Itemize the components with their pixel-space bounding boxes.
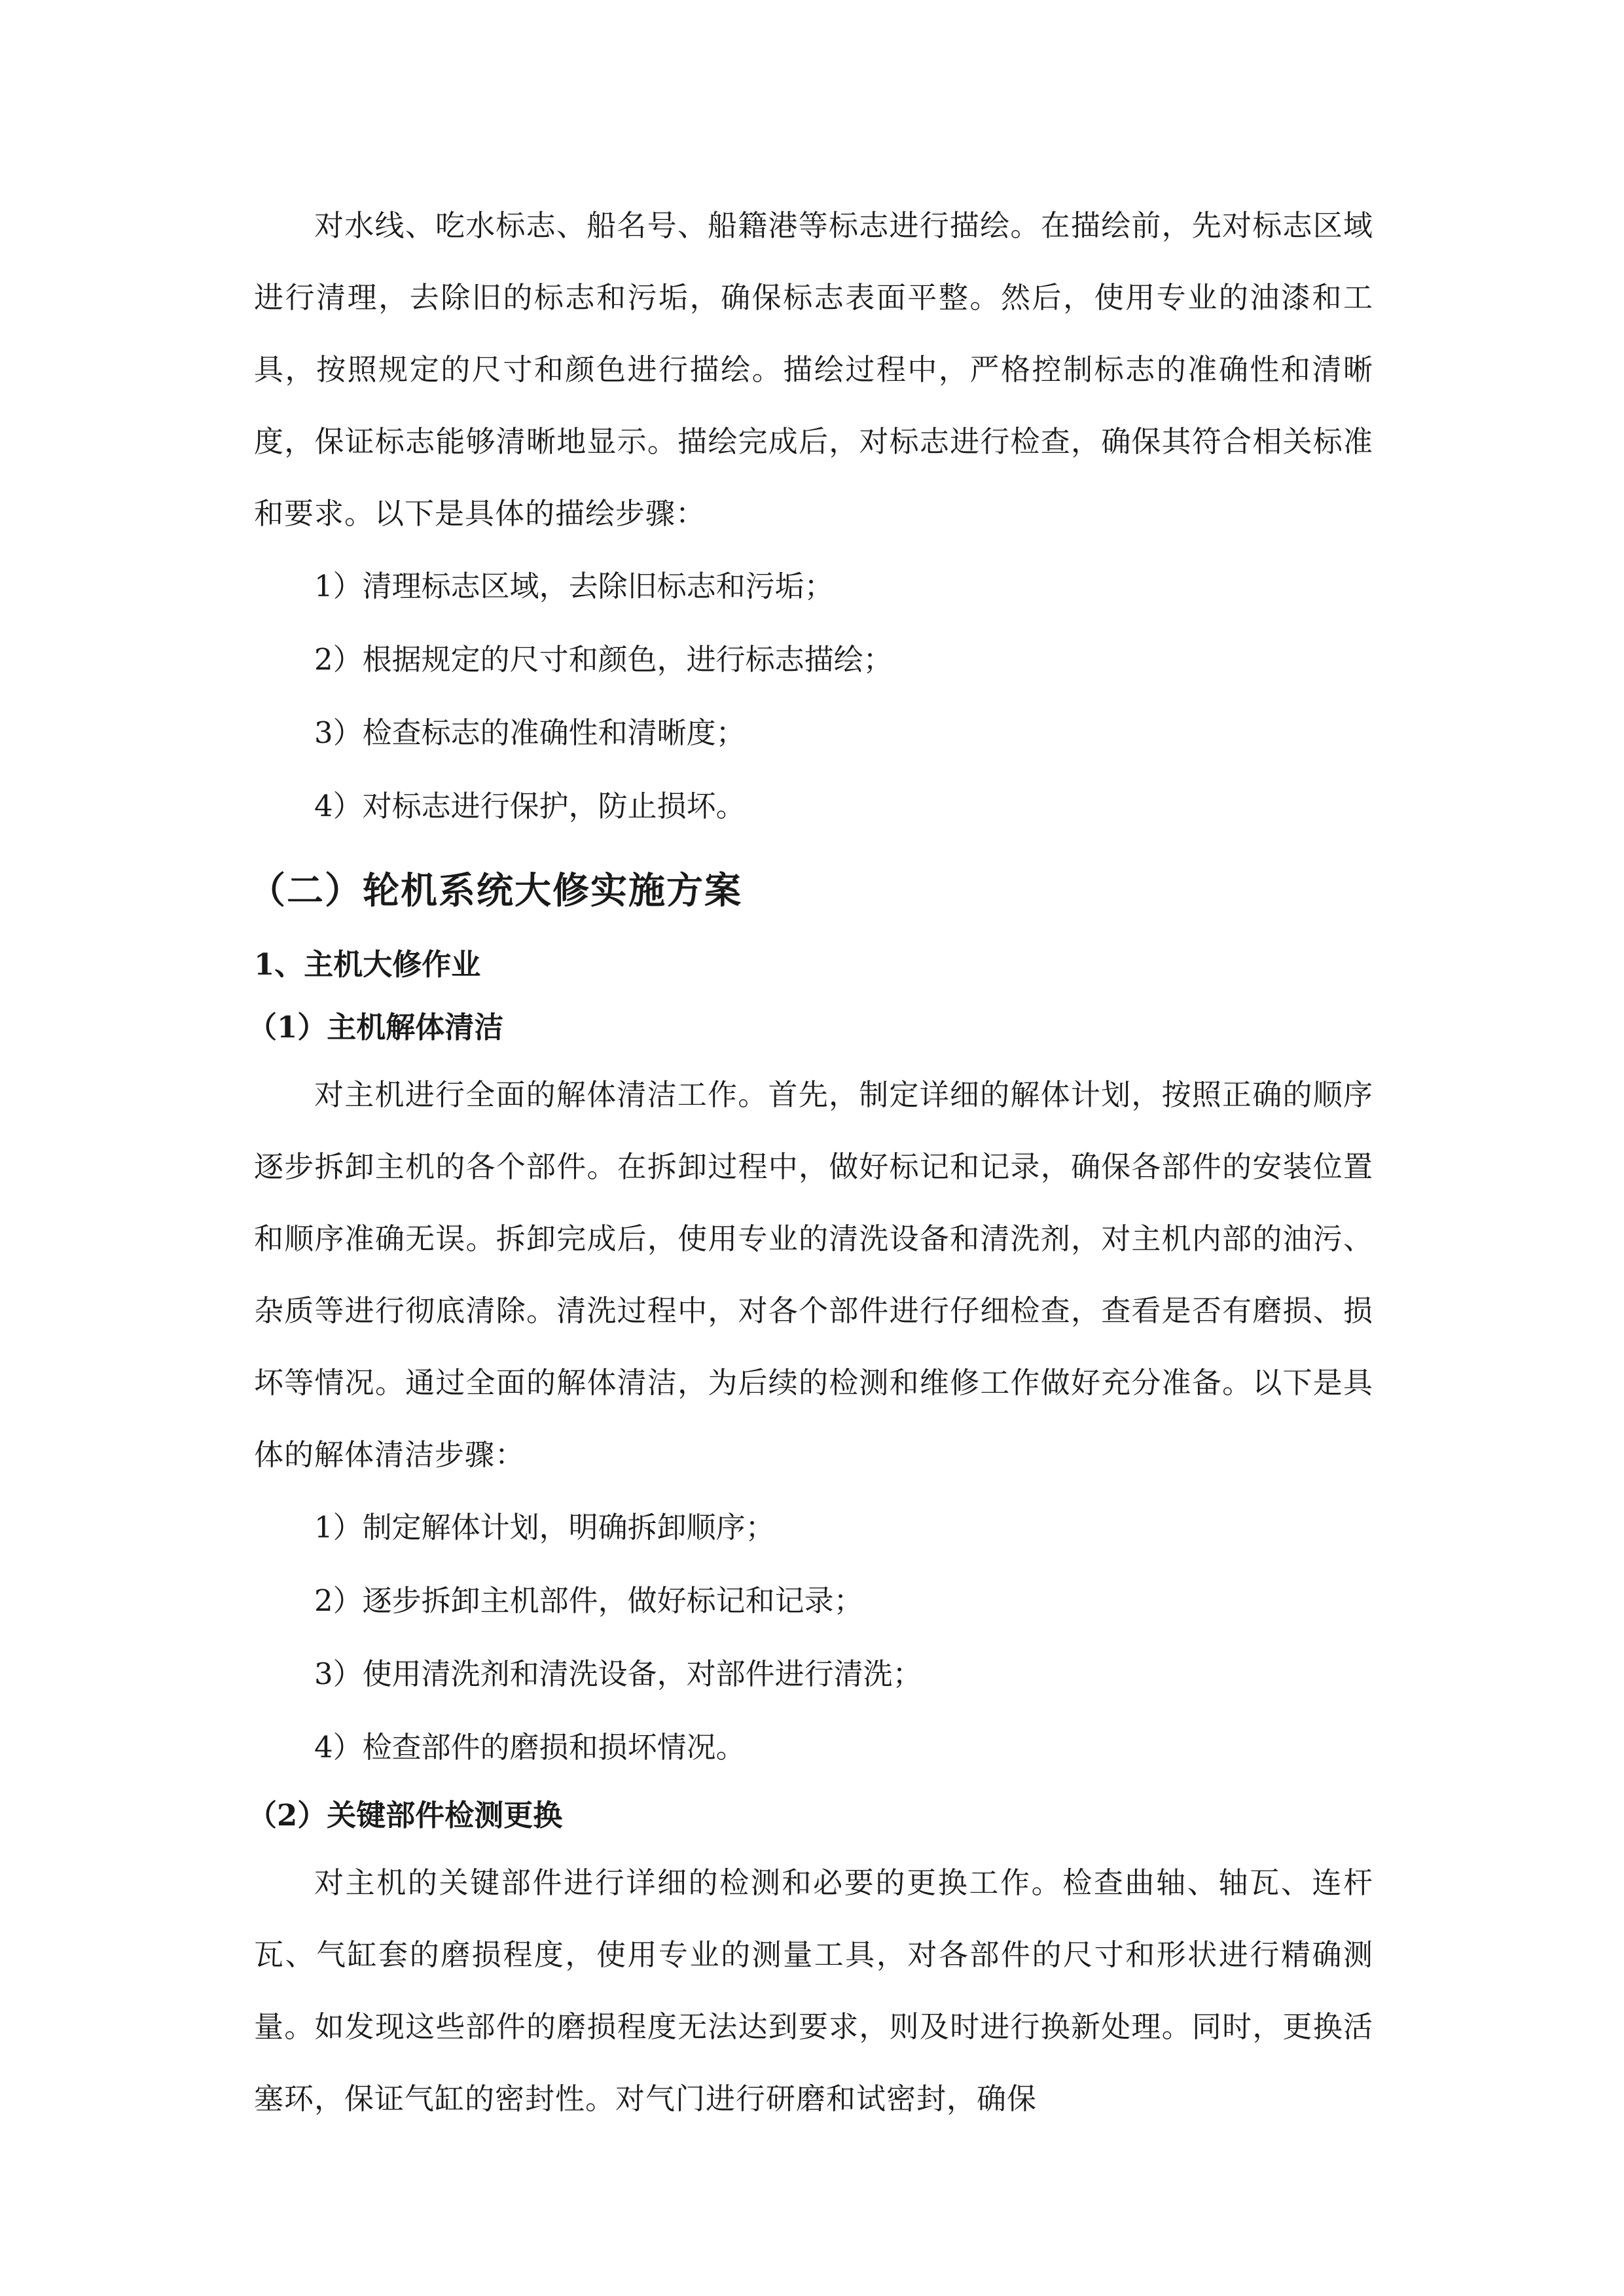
disassembly-step-2: 2）逐步拆卸主机部件，做好标记和记录；	[314, 1583, 863, 1618]
disassembly-step-1: 1）制定解体计划，明确拆卸顺序；	[314, 1510, 775, 1545]
disassembly-step-4: 4）检查部件的磨损和损坏情况。	[314, 1730, 746, 1765]
subheading-disassembly-cleaning: （1）主机解体清洁	[247, 1010, 504, 1045]
disassembly-step-3: 3）使用清洗剂和清洗设备，对部件进行清洗；	[314, 1657, 922, 1691]
marking-step-2: 2）根据规定的尺寸和颜色，进行标志描绘；	[314, 642, 893, 677]
marking-step-1: 1）清理标志区域，去除旧标志和污垢；	[314, 569, 834, 603]
section-title-engine-overhaul: （二）轮机系统大修实施方案	[249, 869, 742, 912]
marking-paragraph: 对水线、吃水标志、船名号、船籍港等标志进行描绘。在描绘前，先对标志区域进行清理，去除旧的标志和污垢，确保标志表面平整。然后，使用专业的油漆和工具，按照规定的尺寸和颜色进行描绘。描绘过程中，严格控制标志的准确性和清晰度，保证标志能够清晰地显示。描绘完成后，对标志进行检查，确保其符合相关标准和要求。以下是具体的描绘步骤：	[254, 208, 1373, 531]
page-content	[247, 190, 1373, 2135]
key-parts-paragraph: 对主机的关键部件进行详细的检测和必要的更换工作。检查曲轴、轴瓦、连杆瓦、气缸套的磨损程度，使用专业的测量工具，对各部件的尺寸和形状进行精确测量。如发现这些部件的磨损程度无法达到要求，则及时进行换新处理。同时，更换活塞环，保证气缸的密封性。对气门进行研磨和试密封，确保	[254, 1865, 1373, 2116]
marking-step-3: 3）检查标志的准确性和清晰度；	[314, 715, 746, 750]
disassembly-paragraph: 对主机进行全面的解体清洁工作。首先，制定详细的解体计划，按照正确的顺序逐步拆卸主机的各个部件。在拆卸过程中，做好标记和记录，确保各部件的安装位置和顺序准确无误。拆卸完成后，使用专业的清洗设备和清洗剂，对主机内部的油污、杂质等进行彻底清除。清洗过程中，对各个部件进行仔细检查，查看是否有磨损、损坏等情况。通过全面的解体清洁，为后续的检测和维修工作做好充分准备。以下是具体的解体清洁步骤：	[254, 1077, 1373, 1472]
subheading-key-parts-inspection: （2）关键部件检测更换	[247, 1798, 563, 1833]
subheading-main-engine-overhaul: 1、主机大修作业	[254, 947, 481, 982]
marking-step-4: 4）对标志进行保护，防止损坏。	[314, 789, 746, 823]
